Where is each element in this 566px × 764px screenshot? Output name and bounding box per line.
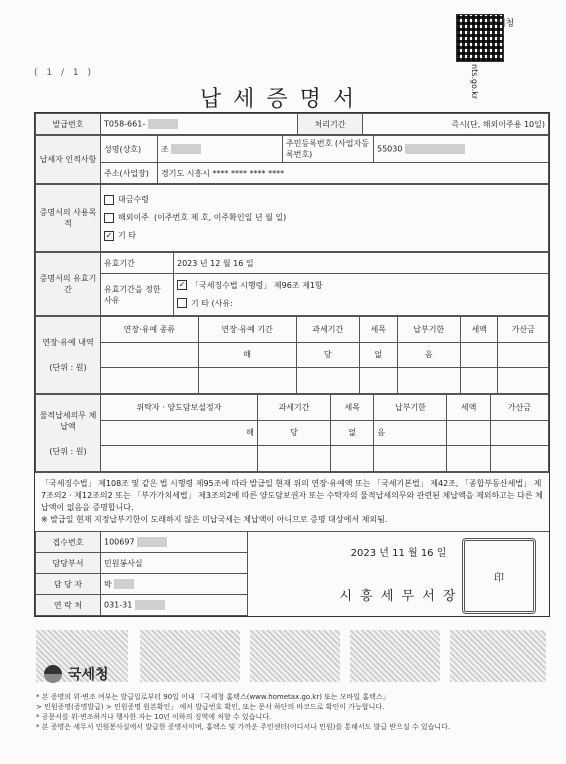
- none-text: 해: [198, 342, 296, 368]
- redaction: [148, 119, 178, 129]
- none-text: 음: [374, 420, 447, 446]
- substitute-header: 세목: [331, 395, 374, 421]
- issue-date: 2023 년 11 월 16 일: [350, 548, 447, 559]
- purpose-option-other: ✓ 기 타: [105, 230, 136, 240]
- footer-line: * 본 증명은 세무서 민원봉사실에서 발급한 증명서이며, 홈택스 및 가까운 주민센터(어디서나 민원)를 통해서도 발급 받으실 수 있습니다.: [36, 723, 451, 731]
- checkbox-checked-icon: ✓: [178, 280, 186, 290]
- processing-period: 즉시(단, 해외이주용 10일): [363, 114, 549, 135]
- address-label: 주소(사업장): [101, 163, 158, 184]
- checkbox-icon: [177, 298, 187, 308]
- footer-line: * 공문서를 위·변조하거나 행사한 자는 10년 이하의 징역에 처할 수 있습니다.: [36, 713, 272, 721]
- deferral-table: [35, 316, 549, 394]
- security-pattern: [450, 630, 546, 682]
- validity-section: 증명서의 유효기간: [36, 253, 101, 316]
- none-text: 없: [359, 342, 397, 368]
- issue-number: T058-661-: [104, 119, 146, 129]
- issue-number-label: 발급번호: [36, 114, 101, 135]
- nts-emblem-icon: [44, 665, 62, 683]
- none-text: 해: [101, 420, 258, 446]
- page-number: ( 1 / 1 ): [34, 68, 94, 78]
- qr-url: nts.go.kr: [470, 64, 479, 100]
- receipt-number: 100697: [104, 537, 135, 547]
- substitute-header: 위탁자 · 양도담보설정자: [101, 395, 258, 421]
- footer-notes: [36, 692, 546, 732]
- contact-value: 031-31: [104, 600, 133, 610]
- security-pattern: [350, 630, 440, 682]
- none-text: 당: [258, 420, 331, 446]
- substitute-header: 가산금: [490, 395, 548, 421]
- footer-line: > 민원증명(증명발급) > 민원증명 원본확인」 에서 발급번호 확인, 또는 문서 하단의 바코드로 확인이 가능합니다.: [36, 703, 385, 711]
- name-label: 성명(상호): [101, 136, 158, 163]
- taxpayer-section: 납세자 인적사항: [36, 136, 101, 184]
- deferral-header: 연장·유예 종류: [101, 317, 199, 343]
- validity-period-label: 유효기간: [101, 253, 174, 274]
- footer-line: * 본 증명의 위·변조 여부는 발급일로부터 90일 이내 「국세청 홈택스(www.hometax.go.kr) 또는 모바일 홈택스」: [36, 693, 390, 701]
- certification-statement: 「국세징수법」 제108조 및 같은 법 시행령 제95조에 따라 발급일 현재 위의 연장·유예액 또는 「국세기본법」 제42조, 「종합부동산세법」 제7조의2 · 제12조의2 또는 「부가가치세법」 제3조의2에 따른 양도담보권자 또는 수탁자의 물적납세의무와 관련된 체납액을 제외하고는 다른 체납액이 없음을 증명합니다.: [41, 479, 543, 512]
- purpose-option-emigration: 해외이주 (이주번호 제 호, 이주확인일 년 월 일): [104, 209, 545, 227]
- official-seal: 印: [462, 538, 536, 614]
- substitute-table: [35, 394, 549, 472]
- name-value: 조: [161, 144, 169, 154]
- substitute-header: 과세기간: [258, 395, 331, 421]
- qr-label: 국세청: [488, 19, 515, 29]
- rrn-value: 55030: [377, 144, 403, 154]
- page-title: 납세증명서: [199, 87, 367, 112]
- deferral-header: 세목: [359, 317, 397, 343]
- nts-logo: 국세청: [44, 664, 109, 684]
- receipt-label: 접수번호: [36, 532, 101, 553]
- certificate-table: [35, 113, 549, 135]
- none-text: 당: [296, 342, 359, 368]
- officer-label: 담 당 자: [36, 574, 101, 595]
- officer-value: 박: [104, 579, 112, 589]
- contact-label: 연 락 처: [36, 595, 101, 616]
- processing-period-label: 처리기간: [298, 114, 363, 135]
- deferral-header: 연장·유예 기간: [198, 317, 296, 343]
- validity-reason-1: 「국세징수법 시행령」 제96조 제1항: [191, 280, 323, 290]
- substitute-unit: (단위 : 원): [49, 446, 87, 456]
- certification-note: ※ 발급일 현재 지정납부기한이 도래하지 않은 미납국세는 체납액이 아니므로 증명 대상에서 제외됨.: [41, 515, 388, 524]
- validity-period: 2023 년 12 월 16 일: [174, 253, 549, 274]
- security-pattern: [140, 630, 240, 682]
- substitute-section: 물적납세의무 체납액: [39, 410, 97, 431]
- deferral-header: 납부기한: [397, 317, 460, 343]
- none-text: 음: [397, 342, 460, 368]
- deferral-header: 과세기간: [296, 317, 359, 343]
- security-pattern: [250, 630, 340, 682]
- dept-label: 담당부서: [36, 553, 101, 574]
- office-name: 시 흥 세 무 서 장: [339, 589, 458, 604]
- validity-reason-2: 기 타 (사유:: [191, 298, 233, 308]
- deferral-unit: (단위 : 원): [49, 363, 87, 372]
- address-value: 경기도 시흥시 **** **** **** ****: [158, 163, 549, 184]
- validity-reason-label: 유효기간을 정한 사유: [101, 274, 174, 316]
- dept-value: 민원봉사실: [101, 553, 248, 574]
- substitute-header: 세액: [447, 395, 490, 421]
- none-text: 없: [331, 420, 374, 446]
- substitute-header: 납부기한: [374, 395, 447, 421]
- purpose-option-payment: 대금수령: [104, 191, 545, 209]
- purpose-section: 증명서의 사용목적: [36, 185, 101, 252]
- deferral-header: 가산금: [498, 317, 549, 343]
- checkbox-icon: [104, 195, 114, 205]
- rrn-label: 주민등록번호 (사업자등록번호): [283, 136, 374, 163]
- deferral-section: 연장·유예 내역: [42, 338, 94, 347]
- checkbox-checked-icon: ✓: [105, 230, 113, 240]
- checkbox-icon: [104, 213, 114, 223]
- deferral-header: 세액: [460, 317, 498, 343]
